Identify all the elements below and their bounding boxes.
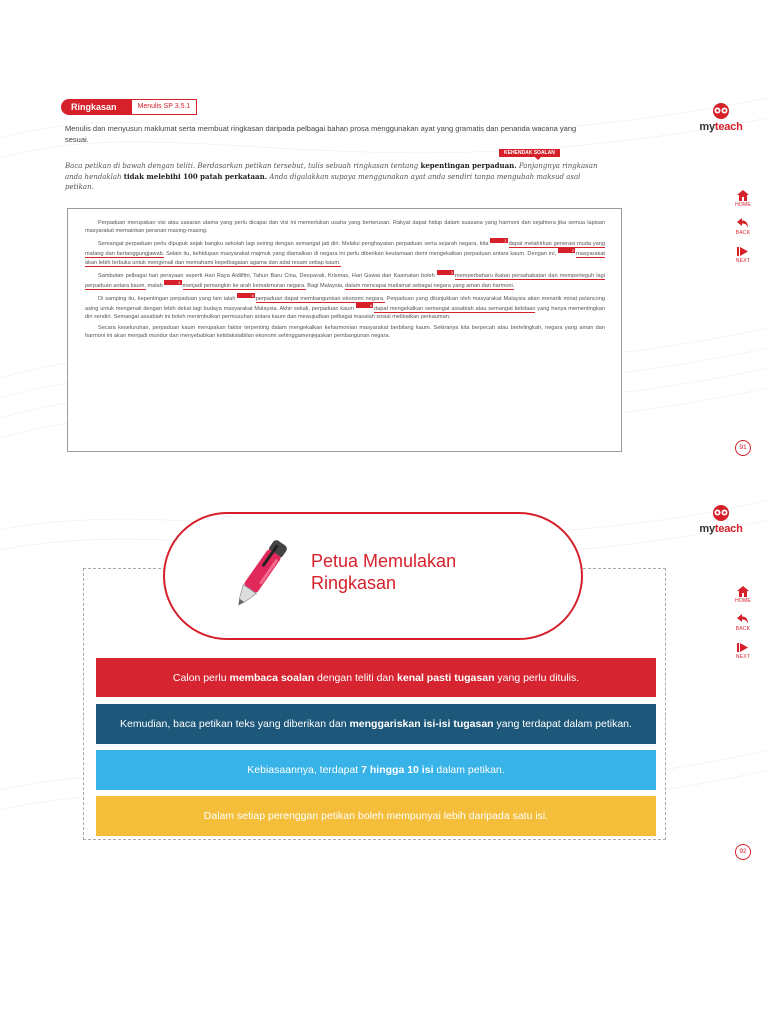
myteach-logo-icon	[706, 504, 736, 522]
learning-objective: Menulis dan menyusun maklumat serta membuat ringkasan daripada pelbagai bahan prosa menggunakan ayat yang gramatis dan penanda wacana yang sesuai.	[65, 124, 577, 144]
section-tag	[61, 99, 197, 115]
passage-paragraph-3: Sambutan pelbagai hari perayaan seperti Hari Raya Aidilfitri, Tahun Baru Cina, Deepavali, Krismas, Hari Gawai dan Kaamatan boleh 3memperbaharu ikatan persahabatan dan memperteguh lagi perpaduan antara kaum, malah 4menjadi pemangkin ke arah kemakmuran negara. Bagi Malaysia, dalam mencapai matlamat sebagai negara yang aman dan harmoni.	[85, 269, 605, 289]
question-instruction: Baca petikan di bawah dengan teliti. Berdasarkan petikan tersebut, tulis sebuah ringkasan tentang kepentingan perpaduan. Panjangnya ringkasan anda hendaklah tidak melebihi 100 patah perkataan. Anda digalakkan supaya menggunakan ayat anda sendiri tanpa mengubah maksud asal petikan.	[65, 161, 598, 191]
brand-name: myteach	[699, 121, 743, 133]
page-91	[0, 78, 768, 468]
passage-paragraph-4: Di samping itu, kepentingan perpaduan yang lain ialah 5perpaduan dapat membangunkan ekonomi negara. Perpaduan yang ditunjukkan oleh masyarakat Malaysia akan menarik minat pelancong asing untuk mengenali dengan lebih dekat lagi budaya masyarakat Malaysia. Akhir sekali, perpaduan kaum 6dapat mengekalkan semangat assabiah atau semangat kekitaan yang hanya mementingkan diri sendiri. Semangat assabiah ini boleh menimbulkan permusuhan antara kaum dan mewujudkan pelbagai masalah sosial melibatkan perkauman.	[85, 292, 605, 320]
next-label: NEXT	[735, 258, 751, 264]
myteach-logo-icon	[706, 102, 736, 120]
passage-paragraph-2: Semangat perpaduan perlu dipupuk sejak bangku sekolah lagi seiring dengan semangat jati diri. Melalui penghayatan perpaduan serta sejarah negara, kita 1dapat melahirkan generasi muda yang matang dan bertanggungjawab. Selain itu, kehidupan masyarakat majmuk yang diamalkan di negara ini perlu diberikan keutamaan demi mengekalkan perpaduan antara kaum. Dengan ini, 2masyarakat akan lebih terbuka untuk mengenali dan memahami kepelbagaian agama dan adat resam setiap kaum.	[85, 238, 605, 266]
home-label: HOME	[735, 202, 751, 208]
next-label: NEXT	[735, 654, 751, 660]
point-marker: 3	[437, 270, 454, 275]
tip-bar-1: Calon perlu membaca soalan dengan teliti dan kenal pasti tugasan yang perlu ditulis.	[96, 658, 656, 697]
kehendak-soalan-label: KEHENDAK SOALAN	[499, 149, 560, 157]
back-label: BACK	[735, 626, 751, 632]
home-button[interactable]	[730, 190, 756, 208]
reading-passage	[67, 208, 622, 452]
section-title: Ringkasan	[61, 99, 131, 115]
back-button[interactable]	[730, 614, 756, 632]
back-arrow-icon	[737, 614, 749, 625]
next-icon	[737, 642, 749, 653]
passage-paragraph-1: Perpaduan merupakan visi atau sasaran utama yang perlu dicapai dan visi ini memerlukan usaha yang berterusan. Rakyat dapat hidup dalam suasana yang harmoni dan sejahtera jika semua lapisan masyarakat memainkan peranan masing-masing.	[85, 220, 605, 235]
side-navigation	[730, 586, 756, 670]
point-marker: 5	[237, 293, 254, 298]
tip-bar-4: Dalam setiap perenggan petikan boleh mempunyai lebih daripada satu isi.	[96, 796, 656, 836]
myteach-logo	[696, 102, 746, 133]
home-button[interactable]	[730, 586, 756, 604]
tip-bar-2: Kemudian, baca petikan teks yang diberikan dan menggariskan isi-isi tugasan yang terdapat dalam petikan.	[96, 704, 656, 744]
back-label: BACK	[735, 230, 751, 236]
point-marker: 2	[558, 248, 575, 253]
back-arrow-icon	[737, 218, 749, 229]
tip-bar-3: Kebiasaannya, terdapat 7 hingga 10 isi dalam petikan.	[96, 750, 656, 790]
next-button[interactable]	[730, 642, 756, 660]
point-marker: 4	[164, 280, 181, 285]
back-button[interactable]	[730, 218, 756, 236]
page-92	[0, 490, 768, 865]
home-icon	[737, 586, 749, 597]
page-number: 92	[735, 844, 751, 860]
brand-name: myteach	[699, 523, 743, 535]
title-card	[163, 512, 583, 640]
page-number: 91	[735, 440, 751, 456]
side-navigation	[730, 190, 756, 274]
next-button[interactable]	[730, 246, 756, 264]
myteach-logo	[696, 504, 746, 535]
point-marker: 1	[490, 238, 507, 243]
page-title: Petua Memulakan Ringkasan	[311, 551, 457, 593]
section-code: Menulis SP 3.5.1	[131, 99, 198, 115]
pen-icon	[229, 536, 289, 616]
point-marker: 6	[356, 303, 373, 308]
home-label: HOME	[735, 598, 751, 604]
next-icon	[737, 246, 749, 257]
passage-paragraph-5: Secara keseluruhan, perpaduan kaum merupakan faktor terpenting dalam mengekalkan keharmonian masyarakat berbilang kaum. Sekiranya kita berpecah atau bertelingkah, negara yang aman dan harmoni ini akan menjadi mundur dan menyebabkan ketidakstabilan ekonomi sehinggamenjejaskan pembangunan negara.	[85, 325, 605, 340]
home-icon	[737, 190, 749, 201]
